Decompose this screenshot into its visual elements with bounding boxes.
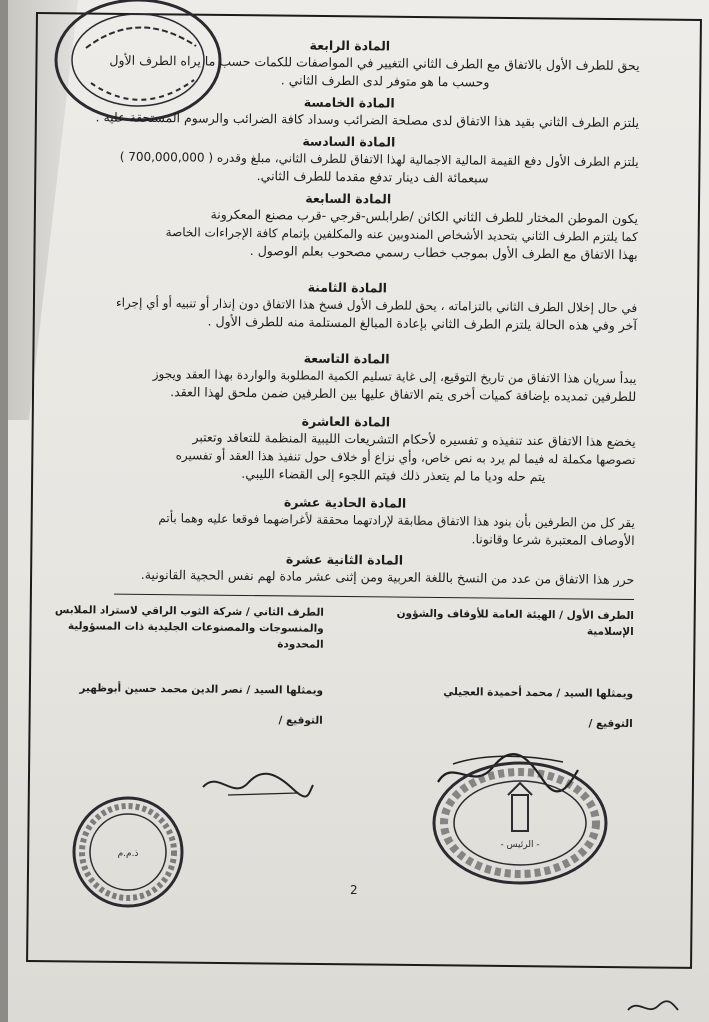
article-11 bbox=[55, 492, 636, 550]
article-title: المادة الثامنة bbox=[307, 279, 388, 296]
article-title: المادة الخامسة bbox=[303, 94, 395, 111]
article-title: المادة الثانية عشرة bbox=[285, 551, 404, 568]
article-line: يخضع هذا الاتفاق عند تنفيذه و تفسيره لأحكام التشريعات الليبية المنظمة للتعاقد وتعتبر bbox=[192, 429, 636, 450]
party-two-stamp-sub: ذ.م.م bbox=[117, 849, 139, 859]
article-line: في حال إخلال الطرف الثاني بالتزاماته ، يحق للطرف الأول فسخ هذا الاتفاق دون إنذار أو تنبيه أو أي إجراء bbox=[115, 295, 638, 316]
party-one-stamp-sub: - الرئيس - bbox=[500, 840, 540, 850]
party-one-stamp bbox=[428, 755, 613, 890]
contract-body bbox=[53, 30, 640, 732]
article-line: سبعمائة الف دينار تدفع مقدما للطرف الثاني. bbox=[256, 168, 489, 186]
article-7 bbox=[58, 188, 639, 264]
article-line: الأوصاف المعتبرة شرعا وقانونا. bbox=[471, 531, 635, 549]
article-line: يلتزم الطرف الأول دفع القيمة المالية الاجمالية لهذا الاتفاق للطرف الثاني، مبلغ وقدره ( 700,000,000 ) bbox=[119, 149, 639, 170]
article-line: آخر وفي هذه الحالة يلتزم الطرف الثاني بإعادة المبالغ المستلمة منه للطرف الأول . bbox=[207, 313, 638, 334]
article-title: المادة السابعة bbox=[305, 190, 392, 207]
article-6 bbox=[58, 131, 639, 189]
article-8 bbox=[57, 277, 638, 335]
document-page bbox=[8, 0, 709, 1022]
article-line: حرر هذا الاتفاق من عدد من النسخ باللغة العربية ومن إثنى عشر مادة لهم نفس الحجية القانونية. bbox=[140, 566, 635, 588]
article-line: للطرفين تمديده بإضافة كميات أخرى يتم الاتفاق عليها بين الطرفين ضمن ملحق لهذا العقد. bbox=[170, 384, 637, 405]
bottom-initials bbox=[623, 996, 683, 1018]
article-title: المادة السادسة bbox=[302, 133, 396, 150]
party-one-rep: ويمثلها السيد / محمد أحميدة العجيلي bbox=[443, 686, 634, 701]
article-9 bbox=[56, 348, 637, 406]
article-10 bbox=[55, 411, 636, 487]
article-title: المادة التاسعة bbox=[303, 350, 390, 367]
article-line: يبدأ سريان هذا الاتفاق من تاريخ التوقيع، إلى غاية تسليم الكمية المطلوبة والواردة بهذا العقد ويجوز bbox=[152, 366, 637, 387]
article-line: يلتزم الطرف الثاني بقيد هذا الاتفاق لدى مصلحة الضرائب وسداد كافة الضرائب والرسوم المستحقة عليه . bbox=[95, 109, 640, 131]
article-line: يقر كل من الطرفين بأن بنود هذا الاتفاق مطابقة لإرادتهما محققة لأغراضهما فوقعا عليه وهما بأتم bbox=[158, 511, 635, 531]
party-one-sign-label: التوقيع / bbox=[588, 717, 633, 731]
article-line: نصوصها مكملة له فيما لم يرد به نص خاص، وأي نزاع أو خلاف حول تنفيذ هذا العقد أو تفسيره bbox=[175, 448, 636, 468]
party-one-name: الطرف الأول / الهيئة العامة للأوقاف والشؤون الإسلامية bbox=[396, 607, 634, 639]
article-line: كما يلتزم الطرف الثاني بتحديد الأشخاص المندوبين عنه والمكلفين بإتمام كافة الإجراءات الخاصة bbox=[165, 225, 638, 245]
article-line: يحق للطرف الأول بالاتفاق مع الطرف الثاني التغيير في المواصفات للكمات حسب ما يراه الطرف الأول bbox=[109, 52, 640, 74]
party-two-rep: ويمثلها السيد / نصر الدين محمد حسين أبوظهير bbox=[79, 682, 324, 697]
party-two-sign-label: التوقيع / bbox=[278, 714, 323, 727]
article-4 bbox=[59, 35, 640, 93]
article-line: يكون الموطن المختار للطرف الثاني الكائن /طرابلس-قرجي -قرب مصنع المعكرونة bbox=[210, 206, 639, 227]
party-two-signature bbox=[198, 765, 318, 805]
article-5 bbox=[59, 92, 639, 132]
party-two-name: الطرف الثاني / شركة الثوب الراقي لاستراد الملابس والمنسوجات والمصنوعات الجليدية ذات المسؤولية المحدودة bbox=[54, 603, 324, 651]
article-12 bbox=[54, 549, 634, 589]
article-title: المادة الرابعة bbox=[309, 37, 391, 54]
article-title: المادة الحادية عشرة bbox=[283, 494, 407, 511]
article-line: بهذا الاتفاق مع الطرف الأول بموجب خطاب رسمي مصحوب بعلم الوصول . bbox=[249, 243, 638, 263]
signature-divider bbox=[114, 594, 634, 600]
party-two-stamp bbox=[68, 792, 188, 912]
article-line: يتم حله وديا ما لم يتعذر ذلك فيتم اللجوء إلى القضاء الليبي. bbox=[241, 465, 546, 485]
article-line: وحسب ما هو متوفر لدى الطرف الثاني . bbox=[280, 72, 490, 90]
article-title: المادة العاشرة bbox=[301, 413, 391, 430]
parties-row bbox=[54, 602, 634, 656]
page-number: 2 bbox=[350, 883, 358, 897]
